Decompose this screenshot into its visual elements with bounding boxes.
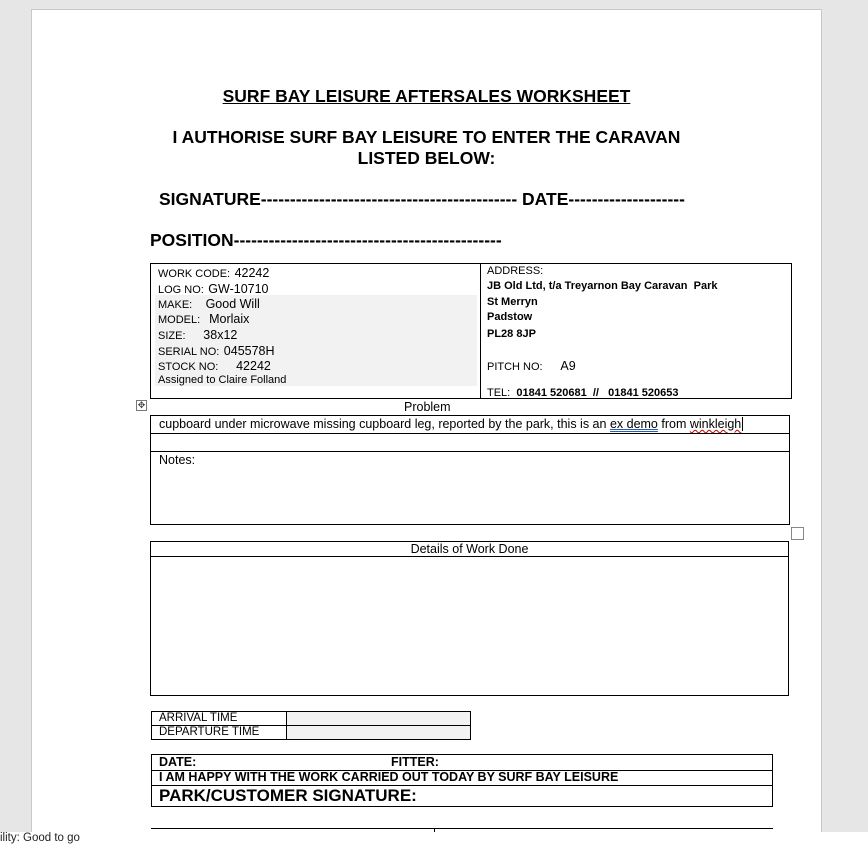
authorise-line-2: LISTED BELOW: (357, 148, 496, 168)
work-done-table (150, 541, 789, 696)
address-line-1: JB Old Ltd, t/a Treyarnon Bay Caravan Park (487, 280, 718, 292)
make-row: MAKE: Good Will (158, 297, 260, 311)
assigned-to: Assigned to Claire Folland (158, 374, 287, 386)
work-done-field[interactable] (151, 557, 788, 695)
customer-signature-label: PARK/CUSTOMER SIGNATURE: (159, 786, 417, 805)
stock-row: STOCK NO: 42242 (158, 359, 271, 373)
address-line-4: PL28 8JP (487, 328, 536, 340)
serial-row: SERIAL NO: 045578H (158, 344, 275, 358)
signature-date-line: SIGNATURE-------------------------------------------- DATE-------------------- (159, 189, 685, 209)
happy-statement: I AM HAPPY WITH THE WORK CARRIED OUT TODAY BY SURF BAY LEISURE (159, 770, 619, 784)
signoff-fitter-label: FITTER: (391, 755, 439, 769)
arrival-time-label: ARRIVAL TIME (159, 712, 238, 724)
size-value: 38x12 (203, 328, 238, 342)
address-label: ADDRESS: (487, 265, 544, 277)
log-no-value: GW-10710 (208, 282, 269, 296)
worksheet-title: SURF BAY LEISURE AFTERSALES WORKSHEET (222, 86, 631, 106)
notes-label: Notes: (159, 453, 196, 467)
tel-value: 01841 520681 // 01841 520653 (516, 387, 679, 399)
work-code-row: WORK CODE: 42242 (158, 266, 270, 280)
stock-value: 42242 (236, 359, 271, 373)
text-cursor (742, 417, 743, 431)
notes-divider (151, 451, 789, 452)
arrival-time-field[interactable] (287, 712, 470, 725)
problem-description[interactable]: cupboard under microwave missing cupboard leg, reported by the park, this is an ex demo from winkleigh (159, 417, 742, 431)
size-row: SIZE: 38x12 (158, 328, 238, 342)
departure-time-label: DEPARTURE TIME (159, 726, 260, 738)
problem-table (150, 415, 790, 525)
model-value: Morlaix (209, 312, 250, 326)
address-line-3: Padstow (487, 311, 533, 323)
departure-time-field[interactable] (287, 726, 470, 739)
accessibility-status[interactable]: ility: Good to go (0, 832, 80, 844)
address-box (480, 263, 792, 399)
signoff-date-label: DATE: (159, 755, 197, 769)
pitch-row: PITCH NO: A9 (487, 359, 576, 373)
work-done-header: Details of Work Done (410, 542, 529, 556)
work-code-value: 42242 (234, 266, 270, 280)
pitch-value: A9 (560, 359, 576, 373)
authorise-line-1: I AUTHORISE SURF BAY LEISURE TO ENTER THE CARAVAN (172, 127, 681, 147)
problem-divider (151, 433, 789, 434)
status-bar (0, 832, 868, 849)
table-resize-handle[interactable] (791, 527, 804, 540)
document-page[interactable] (31, 9, 822, 839)
position-line: POSITION---------------------------------------------- (150, 230, 502, 250)
make-value: Good Will (205, 297, 260, 311)
tel-row: TEL: 01841 520681 // 01841 520653 (487, 387, 679, 399)
address-line-2: St Merryn (487, 296, 538, 308)
caravan-details-box (150, 263, 480, 399)
model-row: MODEL: Morlaix (158, 312, 250, 326)
log-no-row: LOG NO: GW-10710 (158, 282, 269, 296)
problem-header: Problem (404, 400, 451, 414)
table-move-handle-icon[interactable]: ✥ (137, 400, 146, 410)
next-table-top (151, 828, 773, 829)
serial-value: 045578H (223, 344, 275, 358)
signoff-table (151, 754, 773, 807)
times-table (151, 711, 471, 740)
